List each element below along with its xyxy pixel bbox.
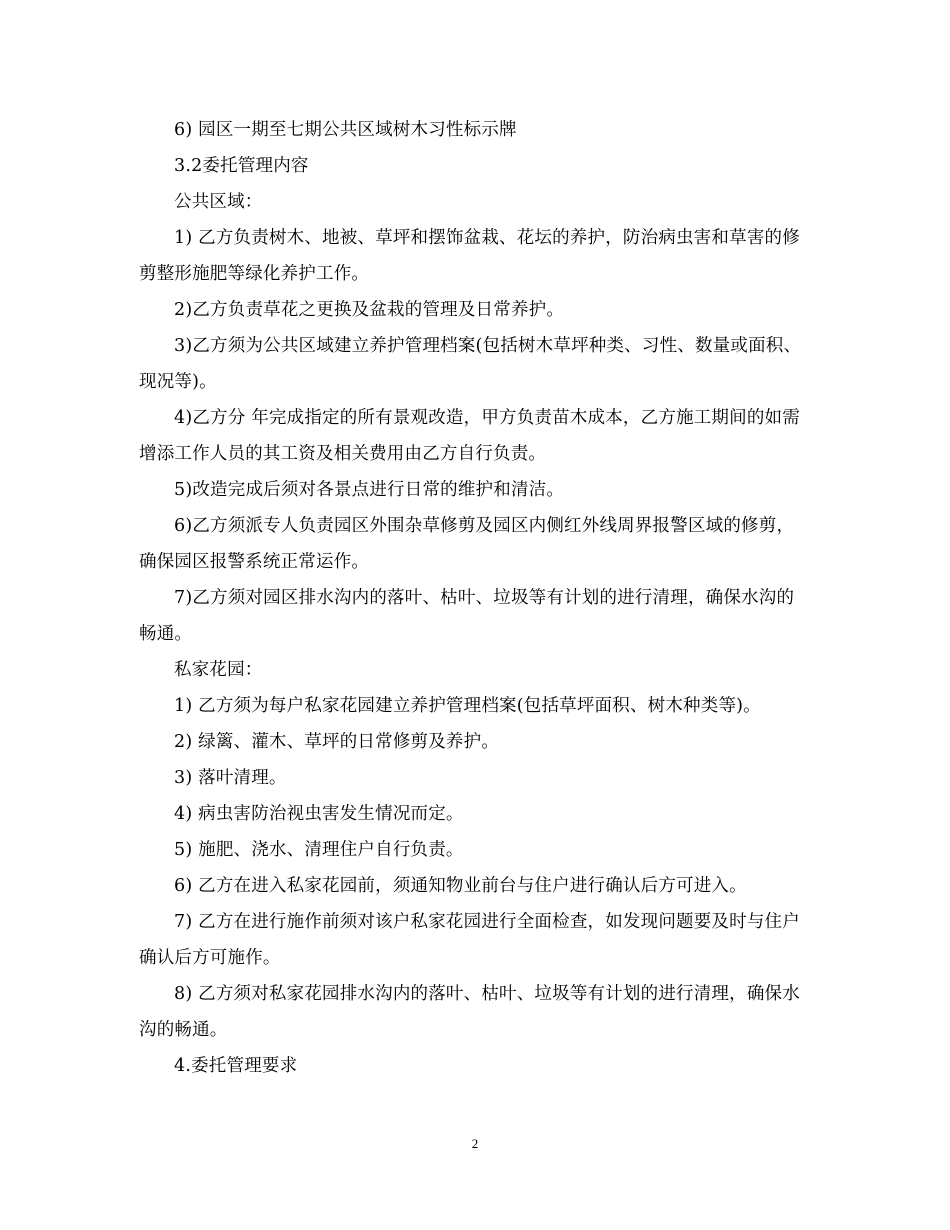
body-text <box>139 112 809 1084</box>
page-number: 2 <box>471 1136 479 1151</box>
section-heading: 4.委托管理要求 <box>174 1056 298 1076</box>
paragraph: 8) 乙方须对私家花园排水沟内的落叶、枯叶、垃圾等有计划的进行清理，确保水沟的畅通。 <box>139 984 800 1040</box>
subsection-heading: 公共区域： <box>174 192 263 212</box>
paragraph: 7) 乙方在进行施作前须对该户私家花园进行全面检查，如发现问题要及时与住户确认后方可施作。 <box>139 912 800 968</box>
paragraph: 4) 病虫害防治视虫害发生情况而定。 <box>174 804 464 824</box>
paragraph: 6) 园区一期至七期公共区域树木习性标示牌 <box>174 120 517 140</box>
paragraph: 6) 乙方在进入私家花园前，须通知物业前台与住户进行确认后方可进入。 <box>174 876 747 896</box>
paragraph: 3) 落叶清理。 <box>174 768 287 788</box>
paragraph: 2)乙方负责草花之更换及盆栽的管理及日常养护。 <box>174 300 565 320</box>
paragraph: 5)改造完成后须对各景点进行日常的维护和清洁。 <box>174 480 565 500</box>
paragraph: 1) 乙方须为每户私家花园建立养护管理档案(包括草坪面积、树木种类等)。 <box>174 696 761 716</box>
section-heading: 3.2委托管理内容 <box>174 156 309 176</box>
paragraph: 7)乙方须对园区排水沟内的落叶、枯叶、垃圾等有计划的进行清理，确保水沟的畅通。 <box>139 588 795 644</box>
paragraph: 3)乙方须为公共区域建立养护管理档案(包括树木草坪种类、习性、数量或面积、现况等)。 <box>139 336 802 392</box>
paragraph: 4)乙方分 年完成指定的所有景观改造，甲方负责苗木成本，乙方施工期间的如需增添工作人员的其工资及相关费用由乙方自行负责。 <box>139 408 800 464</box>
paragraph: 2) 绿篱、灌木、草坪的日常修剪及养护。 <box>174 732 500 752</box>
paragraph: 5) 施肥、浇水、清理住户自行负责。 <box>174 840 464 860</box>
subsection-heading: 私家花园： <box>174 660 263 680</box>
paragraph: 6)乙方须派专人负责园区外围杂草修剪及园区内侧红外线周界报警区域的修剪，确保园区报警系统正常运作。 <box>139 516 795 572</box>
paragraph: 1) 乙方负责树木、地被、草坪和摆饰盆栽、花坛的养护，防治病虫害和草害的修剪整形施肥等绿化养护工作。 <box>139 228 800 284</box>
